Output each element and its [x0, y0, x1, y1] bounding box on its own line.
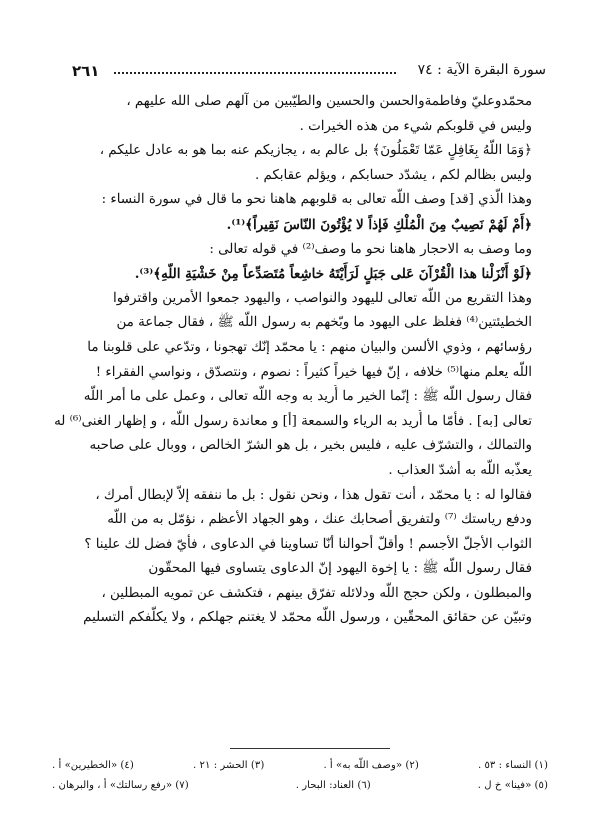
paragraph: [52, 90, 548, 139]
text-line: فقال رسول اللّه ﷺ : إنّما الخير ما أُريد به وجه اللّه تعالى ، وعمل على ما أمر اللّه: [83, 389, 532, 405]
text-line: تعالى [به] . فأمّا ما أُريد به الرياء والسمعة [أ] و معاندة رسول اللّه ، و إظهار الغنى⁽⁶⁾ له: [54, 413, 532, 429]
page-number: ٢٦١: [72, 62, 100, 80]
quran-verse-line: ﴿أَمْ لَهُمْ نَصِيبٌ مِنَ الْمُلْكِ فَإذاً لا يُؤْتُونَ النّاسَ نَقِيراً﴾⁽¹⁾.: [226, 216, 532, 233]
text-line: ودفع رياستك ⁽⁷⁾ ولتفريق أصحابك عنك ، وهو الجهاد الأعظم ، نؤمّل به من اللّه: [107, 512, 532, 528]
footnote: (٥) «فينا» خ ل .: [477, 780, 548, 791]
text-line: وما وصف به الاحجار هاهنا نحو ما وصف⁽²⁾ في قوله تعالى :: [209, 241, 532, 257]
text-line: اللّه يعلم منها⁽⁵⁾ خلافه ، إنّ فيها خيراً كثيراً : نصوم ، ونتصدّق ، ونواسي الفقراء !: [95, 364, 532, 380]
text-line: وليس في قلوبكم شيء من هذه الخيرات .: [299, 118, 532, 134]
paragraph: [52, 557, 548, 631]
footnote-row: [52, 756, 548, 776]
header-dotted-rule: [114, 72, 396, 74]
paragraph: [52, 188, 548, 237]
text-line: والمبطلون ، ولكن حجج اللّه ودلائله تفرّق بينهم ، فتكشف عن تمويه المبطلين ،: [101, 585, 532, 601]
footnote: (٣) الحشر : ٢١ .: [193, 760, 265, 771]
text-line: يعذّبه اللّه به أشدّ العذاب .: [388, 462, 532, 478]
footnote: (٧) «رفع رسالتك» أ ، والبرهان .: [52, 780, 189, 791]
text-line: ﴿وَمَا اللّهُ بِغَافِلٍ عَمّا تَعْمَلُونَ﴾ بل عالم به ، يجازيكم عنه بما هو به عادل عليكم ،: [99, 143, 532, 159]
paragraph: [52, 385, 548, 483]
running-title: سورة البقرة الآية : ٧٤: [417, 62, 546, 78]
text-line: وتبيّن عن حقائق المحقّين ، ورسول اللّه محمّد لا يغتنم جهلكم ، ولا يكلّفكم التسليم: [83, 610, 532, 626]
text-line: فقال رسول اللّه ﷺ : يا إخوة اليهود إنّ الدعاوى يتساوى فيها المحقّون: [148, 561, 532, 577]
footnote: (٢) «وصف اللّه به» أ .: [323, 760, 419, 771]
text-line: فقالوا له : يا محمّد ، أنت تقول هذا ، ونحن نقول : بل ما ننفقه إلاّ لإبطال أمرك ،: [95, 487, 532, 503]
paragraph: [52, 139, 548, 188]
paragraph: [52, 238, 548, 287]
footnote: (٦) العناد: البحار .: [295, 780, 371, 791]
paragraph: [52, 484, 548, 558]
footnote: (٤) «الخطيرين» أ .: [52, 760, 134, 771]
body-text: [52, 90, 548, 631]
text-line: وهذا الّذي [قد] وصف اللّه تعالى به قلوبهم هاهنا نحو ما قال في سورة النساء :: [101, 192, 532, 208]
text-line: وهذا التقريع من اللّه تعالى لليهود والنواصب ، واليهود جمعوا الأمرين واقترفوا: [112, 290, 532, 306]
quran-verse-line: ﴿لَوْ أَنْزَلْنا هذا الْقُرْآنَ عَلى جَبَلٍ لَرَأَيْتَهُ خاشِعاً مُتَصَدِّعاً مِنْ خَشْيَةِ اللّهِ﴾⁽³⁾.: [134, 266, 532, 283]
footnote-separator: [230, 748, 390, 749]
text-line: الثواب الأجلّ الأجسم ! وأقلّ أحوالنا أنّا تساوينا في الدعاوى ، فأيّ فضل لك علينا ؟: [84, 536, 532, 552]
text-line: الخطيئتين⁽⁴⁾ فغلظ على اليهود ما وبّخهم به رسول اللّه ﷺ ، فقال جماعة من: [116, 315, 532, 331]
text-line: محمّدوعليّ وفاطمةوالحسن والحسين والطيّبين من آلهم صلى الله عليهم ،: [126, 94, 532, 109]
footnotes: [52, 756, 548, 796]
paragraph: [52, 287, 548, 385]
footnote: (١) النساء : ٥٣ .: [477, 760, 548, 771]
text-line: والتمالك ، والتشرّف عليه ، فليس بخير ، بل هو الشرّ الخالص ، ووبال على صاحبه: [89, 438, 532, 454]
text-line: وليس بظالم لكم ، يشدّد حسابكم ، ويؤلم عقابكم .: [254, 167, 532, 183]
page-header: [72, 62, 546, 84]
footnote-row: [52, 776, 548, 796]
text-line: رؤسائهم ، وذوي الألسن والبيان منهم : يا محمّد إنّك تهجونا ، وتدّعي على قلوبنا ما: [87, 339, 532, 355]
